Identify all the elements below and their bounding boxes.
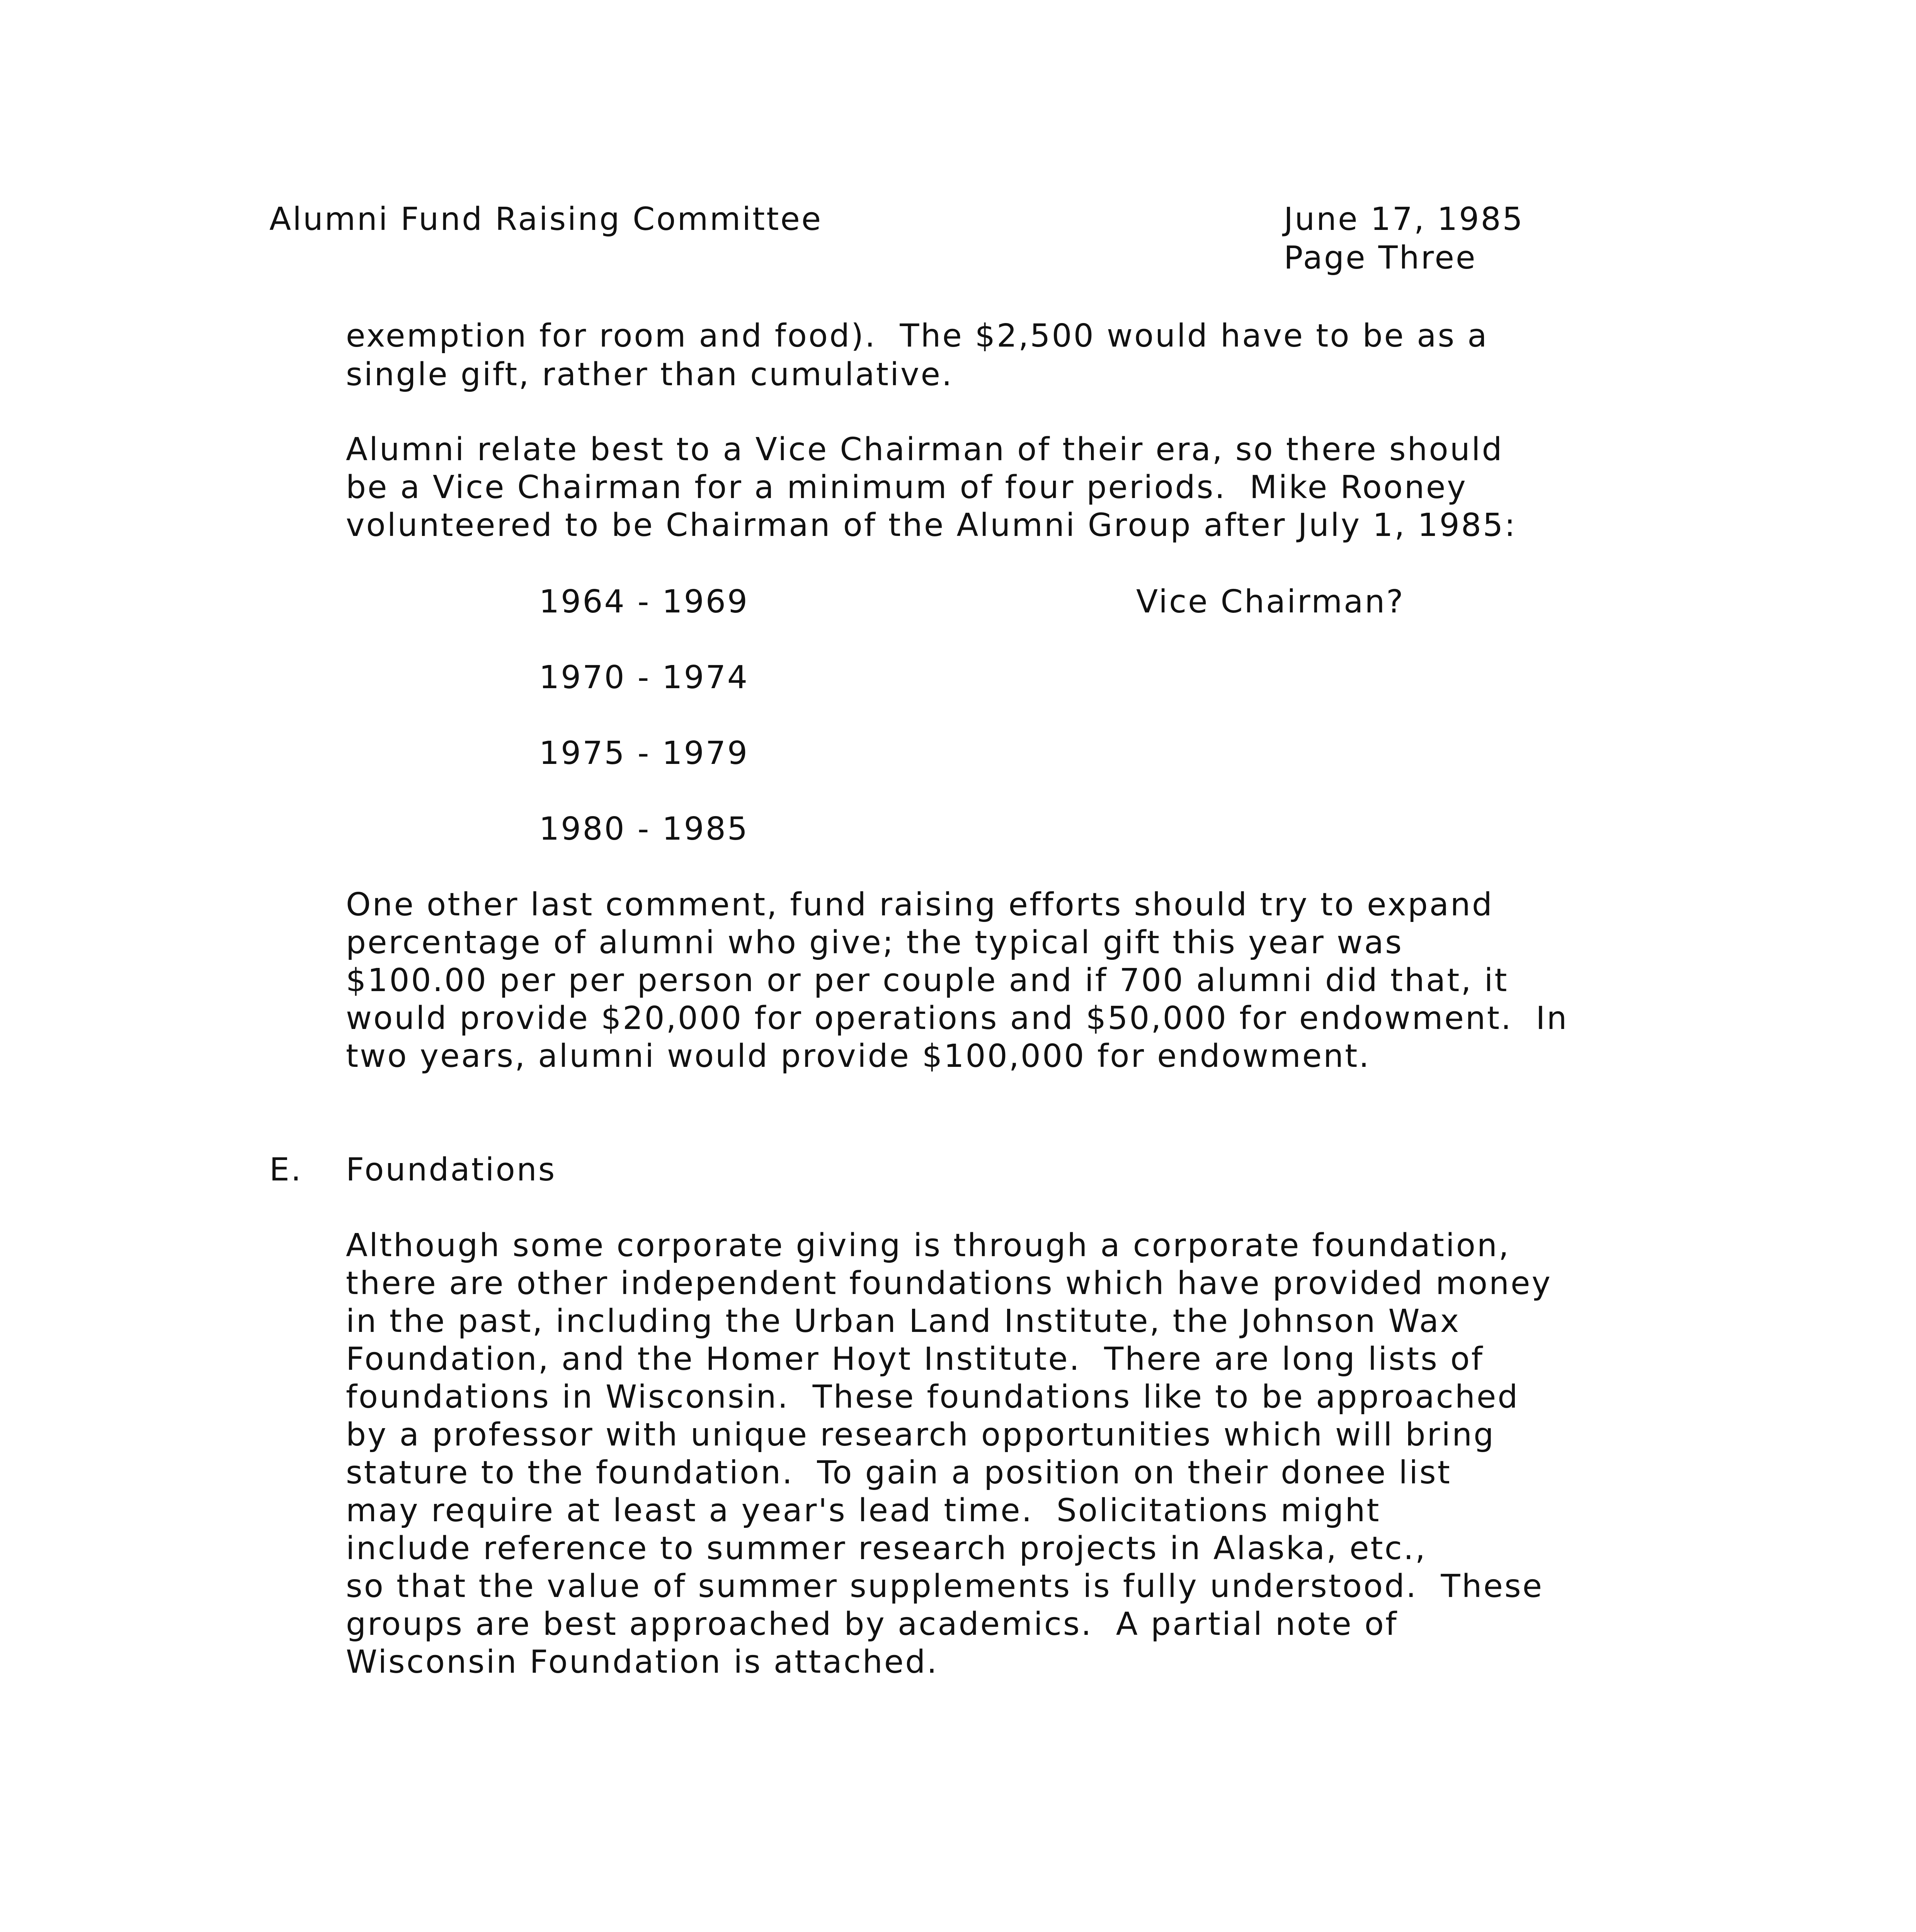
period-range: 1980 - 1985: [539, 811, 749, 847]
header-page-number: Page Three: [1284, 240, 1477, 276]
text-line: Although some corporate giving is through a corporate foundation,: [346, 1227, 1510, 1264]
text-line: in the past, including the Urban Land Institute, the Johnson Wax: [346, 1303, 1461, 1340]
period-range: 1970 - 1974: [539, 659, 749, 696]
header-committee: Alumni Fund Raising Committee: [269, 201, 823, 238]
text-line: percentage of alumni who give; the typical gift this year was: [346, 924, 1403, 961]
text-line: One other last comment, fund raising efforts should try to expand: [346, 886, 1494, 923]
text-line: exemption for room and food). The $2,500 would have to be as a: [346, 318, 1489, 354]
text-line: include reference to summer research projects in Alaska, etc.,: [346, 1530, 1427, 1567]
text-line: foundations in Wisconsin. These foundations like to be approached: [346, 1379, 1520, 1415]
text-line: by a professor with unique research opportunities which will bring: [346, 1417, 1496, 1453]
text-line: Foundation, and the Homer Hoyt Institute. There are long lists of: [346, 1341, 1484, 1378]
section-title: Foundations: [346, 1151, 556, 1188]
text-line: single gift, rather than cumulative.: [346, 356, 953, 393]
text-line: volunteered to be Chairman of the Alumni Group after July 1, 1985:: [346, 507, 1517, 544]
text-line: Wisconsin Foundation is attached.: [346, 1644, 939, 1680]
text-line: there are other independent foundations which have provided money: [346, 1265, 1552, 1302]
text-line: so that the value of summer supplements is fully understood. These: [346, 1568, 1544, 1605]
text-line: groups are best approached by academics. A partial note of: [346, 1606, 1398, 1643]
text-line: may require at least a year's lead time. Solicitations might: [346, 1492, 1381, 1529]
period-note: Vice Chairman?: [1136, 583, 1405, 620]
text-line: would provide $20,000 for operations and $50,000 for endowment. In: [346, 1000, 1569, 1037]
text-line: $100.00 per per person or per couple and if 700 alumni did that, it: [346, 962, 1509, 999]
section-letter: E.: [269, 1151, 303, 1188]
period-range: 1975 - 1979: [539, 735, 749, 772]
period-range: 1964 - 1969: [539, 583, 749, 620]
text-line: Alumni relate best to a Vice Chairman of their era, so there should: [346, 431, 1504, 468]
text-line: two years, alumni would provide $100,000 for endowment.: [346, 1038, 1371, 1075]
text-line: stature to the foundation. To gain a position on their donee list: [346, 1454, 1451, 1491]
text-line: be a Vice Chairman for a minimum of four periods. Mike Rooney: [346, 469, 1467, 506]
header-date: June 17, 1985: [1284, 201, 1524, 238]
